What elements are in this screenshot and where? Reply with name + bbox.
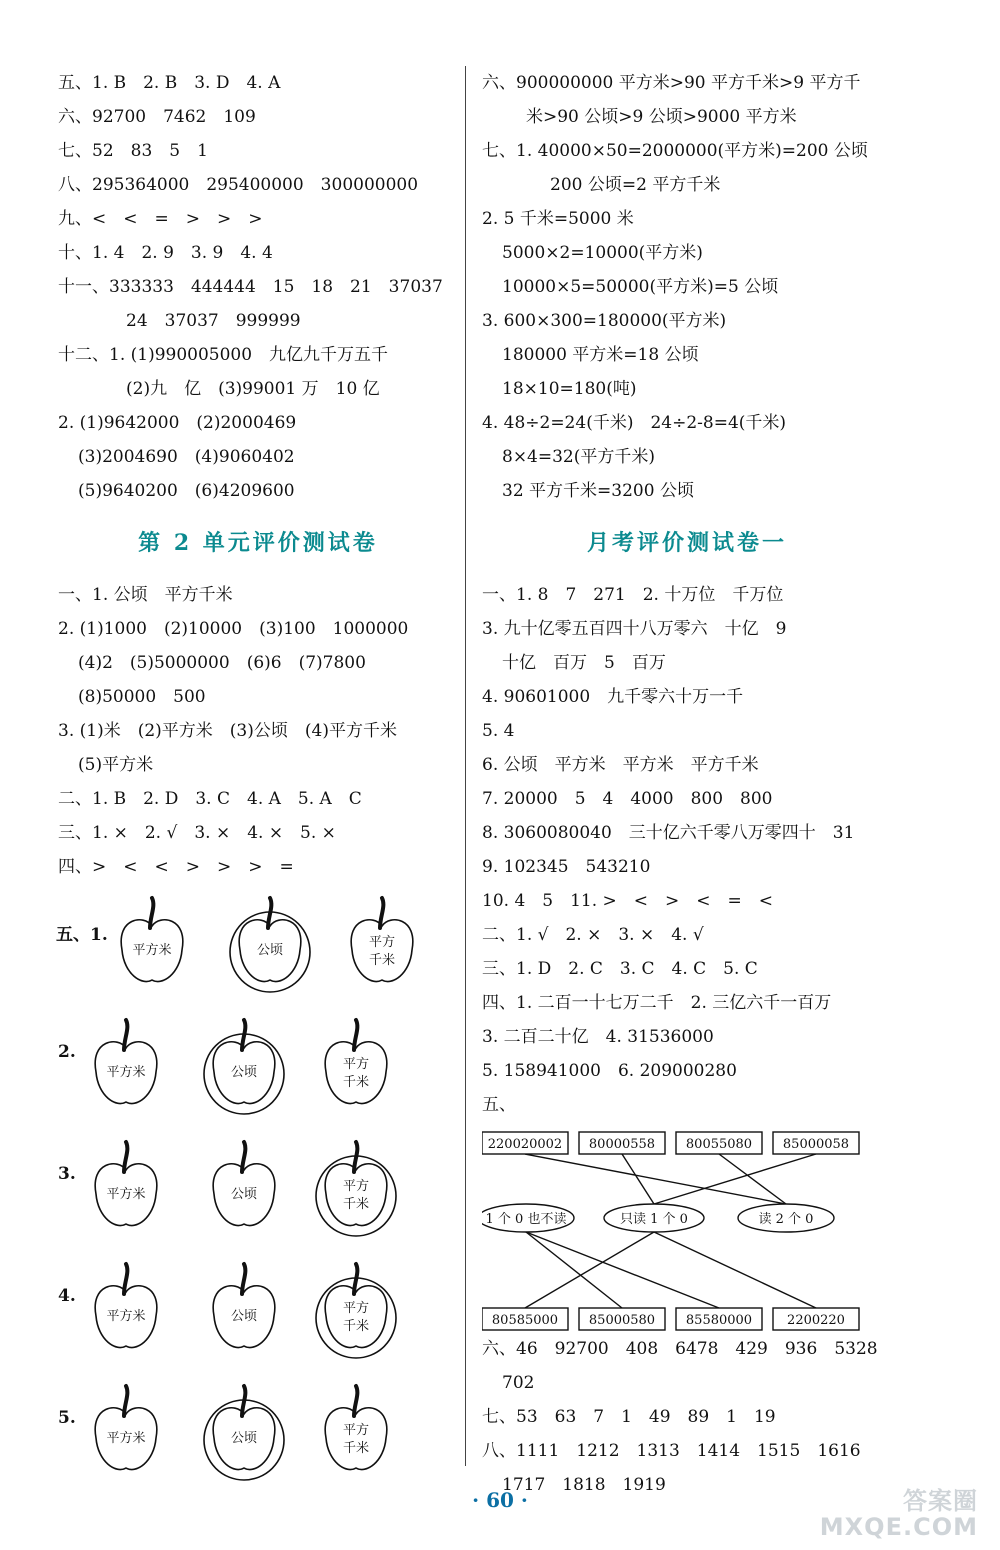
number-box-label: 85580000 <box>685 1313 753 1328</box>
answer-line: 三、1. D 2. C 3. C 4. C 5. C <box>482 959 758 979</box>
answer-line: 二、1. B 2. D 3. C 4. A 5. A C <box>58 789 362 809</box>
apple-hectare <box>213 1264 275 1348</box>
apple-square-km <box>316 1264 396 1358</box>
number-box-label: 80055080 <box>685 1137 753 1152</box>
answer-line: 2. (1)9642000 (2)2000469 <box>58 413 297 433</box>
watermark <box>820 1488 978 1540</box>
answer-line: 5000×2=10000(平方米) <box>502 243 703 263</box>
apple-label: 公顷 <box>230 1431 258 1446</box>
link-line <box>525 1154 786 1204</box>
answer-line: 3. 二百二十亿 4. 31536000 <box>482 1027 714 1047</box>
apple-square-meter <box>95 1020 157 1104</box>
number-box-label: 2200220 <box>787 1313 845 1328</box>
apple-row-svg <box>76 1372 406 1494</box>
answer-line: (3)2004690 (4)9060402 <box>78 447 295 467</box>
apple-hectare <box>204 1386 284 1480</box>
answer-line: 180000 平方米=18 公顷 <box>502 345 699 365</box>
watermark-line1: 答案圈 <box>903 1487 978 1515</box>
apple-label: 公顷 <box>230 1065 258 1080</box>
apple-outline <box>325 1164 387 1226</box>
apple-label: 千米 <box>342 1319 370 1334</box>
apple-row-number: 2. <box>58 1042 76 1062</box>
answer-line: 十一、333333 444444 15 18 21 37037 <box>58 277 443 297</box>
answer-line: 200 公顷=2 平方千米 <box>550 175 721 195</box>
link-line <box>719 1154 786 1204</box>
answer-line: 七、52 83 5 1 <box>58 141 208 161</box>
link-line <box>654 1232 816 1308</box>
answer-line: (2)九 亿 (3)99001 万 10 亿 <box>126 379 380 399</box>
apple-hectare <box>213 1142 275 1226</box>
left-answers-mid <box>58 578 458 884</box>
apple-row-svg <box>76 1006 406 1128</box>
apple-stem <box>242 1264 245 1294</box>
link-line <box>622 1154 654 1204</box>
answer-line: 八、295364000 295400000 300000000 <box>58 175 419 195</box>
number-box-label: 85000580 <box>588 1313 656 1328</box>
answer-line: 10000×5=50000(平方米)=5 公顷 <box>502 277 779 297</box>
apple-outline <box>325 1042 387 1104</box>
answer-line: 9. 102345 543210 <box>482 857 651 877</box>
matching-svg <box>482 1122 892 1332</box>
number-box-label: 220020002 <box>487 1137 563 1152</box>
answer-line: 8. 3060080040 三十亿六千零八万零四十 31 <box>482 823 855 843</box>
right-answers-bottom <box>482 1332 892 1502</box>
apple-outline <box>351 920 413 982</box>
number-box-label: 80000558 <box>588 1137 656 1152</box>
apple-stem <box>354 1142 357 1172</box>
answer-line: 5. 4 <box>482 721 515 741</box>
apple-stem <box>124 1142 127 1172</box>
number-box-label: 80585000 <box>491 1313 559 1328</box>
answer-line: 24 37037 999999 <box>126 311 301 331</box>
apple-square-km <box>316 1142 396 1236</box>
apple-label: 平方 <box>342 1179 370 1194</box>
answer-line: 七、53 63 7 1 49 89 1 19 <box>482 1407 776 1427</box>
apple-stem <box>354 1020 357 1050</box>
answer-line: 六、900000000 平方米>90 平方千米>9 平方千 <box>482 73 861 93</box>
apple-row-svg <box>102 884 432 1006</box>
apple-square-km <box>325 1020 387 1104</box>
answer-line: 六、46 92700 408 6478 429 936 5328 <box>482 1339 878 1359</box>
answer-line: 一、1. 公顷 平方千米 <box>58 585 233 605</box>
answer-line: 5. 158941000 6. 209000280 <box>482 1061 737 1081</box>
apple-stem <box>380 898 383 928</box>
number-box-label: 85000058 <box>782 1137 850 1152</box>
apple-row-number: 4. <box>58 1286 76 1306</box>
answer-line: (5)9640200 (6)4209600 <box>78 481 295 501</box>
left-answers-top <box>58 66 458 508</box>
section-title-monthly-test: 月考评价测试卷一 <box>586 530 787 556</box>
right-answers-top <box>482 66 892 508</box>
apple-outline <box>325 1286 387 1348</box>
section-title-unit2: 第 2 单元评价测试卷 <box>138 530 378 556</box>
answer-line: 六、92700 7462 109 <box>58 107 256 127</box>
answer-line: 2. 5 千米=5000 米 <box>482 209 634 229</box>
apple-stem <box>124 1020 127 1050</box>
apple-row-number: 3. <box>58 1164 76 1184</box>
apple-stem <box>354 1386 357 1416</box>
apple-label: 平方米 <box>106 1187 146 1202</box>
answer-line: 五、 <box>482 1095 516 1115</box>
right-answers-mid <box>482 578 892 1122</box>
apple-square-meter <box>121 898 183 982</box>
apple-stem <box>354 1264 357 1294</box>
answer-line: (8)50000 500 <box>78 687 206 707</box>
apple-label: 公顷 <box>230 1187 258 1202</box>
page-number: · 60 · <box>472 1488 528 1512</box>
apple-stem <box>150 898 153 928</box>
answer-line: 九、< < = > > > <box>58 209 263 229</box>
apple-label: 千米 <box>368 953 396 968</box>
answer-line: 32 平方千米=3200 公顷 <box>502 481 694 501</box>
apple-square-km <box>351 898 413 982</box>
answer-line: 二、1. √ 2. × 3. × 4. √ <box>482 925 704 945</box>
answer-line: 2. (1)1000 (2)10000 (3)100 1000000 <box>58 619 409 639</box>
apple-label: 平方 <box>342 1423 370 1438</box>
link-line <box>654 1154 816 1204</box>
link-line <box>526 1232 622 1308</box>
left-column <box>58 66 458 1494</box>
link-line <box>525 1232 654 1308</box>
apple-label: 千米 <box>342 1441 370 1456</box>
apple-stem <box>124 1264 127 1294</box>
category-oval-label: 1 个 0 也不读 <box>485 1212 567 1227</box>
answer-line: 3. 600×300=180000(平方米) <box>482 311 727 331</box>
apple-hectare <box>204 1020 284 1114</box>
answer-line: 米>90 公顷>9 公顷>9000 平方米 <box>526 107 797 127</box>
answer-line: 18×10=180(吨) <box>502 379 637 399</box>
apple-label: 平方米 <box>132 943 172 958</box>
answer-line: 4. 90601000 九千零六十万一千 <box>482 687 744 707</box>
answer-line: 3. (1)米 (2)平方米 (3)公顷 (4)平方千米 <box>58 721 397 741</box>
answer-line: 702 <box>502 1373 535 1393</box>
category-oval-label: 读 2 个 0 <box>758 1212 814 1227</box>
right-column <box>482 66 892 1502</box>
column-divider <box>465 66 466 1466</box>
apple-square-meter <box>95 1264 157 1348</box>
answer-line: 十二、1. (1)990005000 九亿九千万五千 <box>58 345 389 365</box>
apple-label: 千米 <box>342 1075 370 1090</box>
link-line <box>526 1232 719 1308</box>
apple-row-number: 五、1. <box>56 925 108 945</box>
answer-line: 三、1. × 2. √ 3. × 4. × 5. × <box>58 823 336 843</box>
answer-line: 一、1. 8 7 271 2. 十万位 千万位 <box>482 585 784 605</box>
apple-row-svg <box>76 1250 406 1372</box>
answer-line: 八、1111 1212 1313 1414 1515 1616 <box>482 1441 861 1461</box>
answer-line: (4)2 (5)5000000 (6)6 (7)7800 <box>78 653 366 673</box>
answer-line: 四、1. 二百一十七万二千 2. 三亿六千一百万 <box>482 993 832 1013</box>
answer-line: 七、1. 40000×50=2000000(平方米)=200 公顷 <box>482 141 868 161</box>
apple-stem <box>242 1142 245 1172</box>
apple-hectare <box>230 898 310 992</box>
apple-label: 公顷 <box>230 1309 258 1324</box>
answer-line: 四、> < < > > > = <box>58 857 294 877</box>
apple-label: 平方 <box>342 1057 370 1072</box>
answer-line: 十、1. 4 2. 9 3. 9 4. 4 <box>58 243 273 263</box>
answer-line: 7. 20000 5 4 4000 800 800 <box>482 789 773 809</box>
apple-label: 公顷 <box>256 943 284 958</box>
answer-line: (5)平方米 <box>78 755 154 775</box>
matching-diagram <box>482 1122 892 1332</box>
apple-row <box>58 1128 458 1250</box>
answer-line: 10. 4 5 11. > < > < = < <box>482 891 773 911</box>
answer-line: 4. 48÷2=24(千米) 24÷2-8=4(千米) <box>482 413 787 433</box>
answer-line: 3. 九十亿零五百四十八万零六 十亿 9 <box>482 619 787 639</box>
apple-label: 平方米 <box>106 1065 146 1080</box>
apple-row-number: 5. <box>58 1408 76 1428</box>
apple-row <box>58 1372 458 1494</box>
apple-square-meter <box>95 1386 157 1470</box>
answer-line: 8×4=32(平方千米) <box>502 447 656 467</box>
apple-row <box>58 1006 458 1128</box>
apple-square-km <box>325 1386 387 1470</box>
answer-line: 五、1. B 2. B 3. D 4. A <box>58 73 281 93</box>
apple-label: 平方 <box>368 935 396 950</box>
apple-label: 平方米 <box>106 1309 146 1324</box>
apple-diagrams <box>58 884 458 1494</box>
answer-line: 6. 公顷 平方米 平方米 平方千米 <box>482 755 759 775</box>
apple-label: 平方米 <box>106 1431 146 1446</box>
apple-stem <box>268 898 271 928</box>
apple-outline <box>325 1408 387 1470</box>
apple-label: 平方 <box>342 1301 370 1316</box>
apple-row <box>58 884 458 1006</box>
apple-label: 千米 <box>342 1197 370 1212</box>
apple-stem <box>242 1020 245 1050</box>
apple-stem <box>242 1386 245 1416</box>
category-oval-label: 只读 1 个 0 <box>620 1212 688 1227</box>
apple-square-meter <box>95 1142 157 1226</box>
apple-stem <box>124 1386 127 1416</box>
answer-line: 十亿 百万 5 百万 <box>502 653 666 673</box>
watermark-line2: MXQE.COM <box>819 1513 978 1541</box>
apple-row-svg <box>76 1128 406 1250</box>
apple-row <box>58 1250 458 1372</box>
answer-line: 1717 1818 1919 <box>502 1475 666 1495</box>
